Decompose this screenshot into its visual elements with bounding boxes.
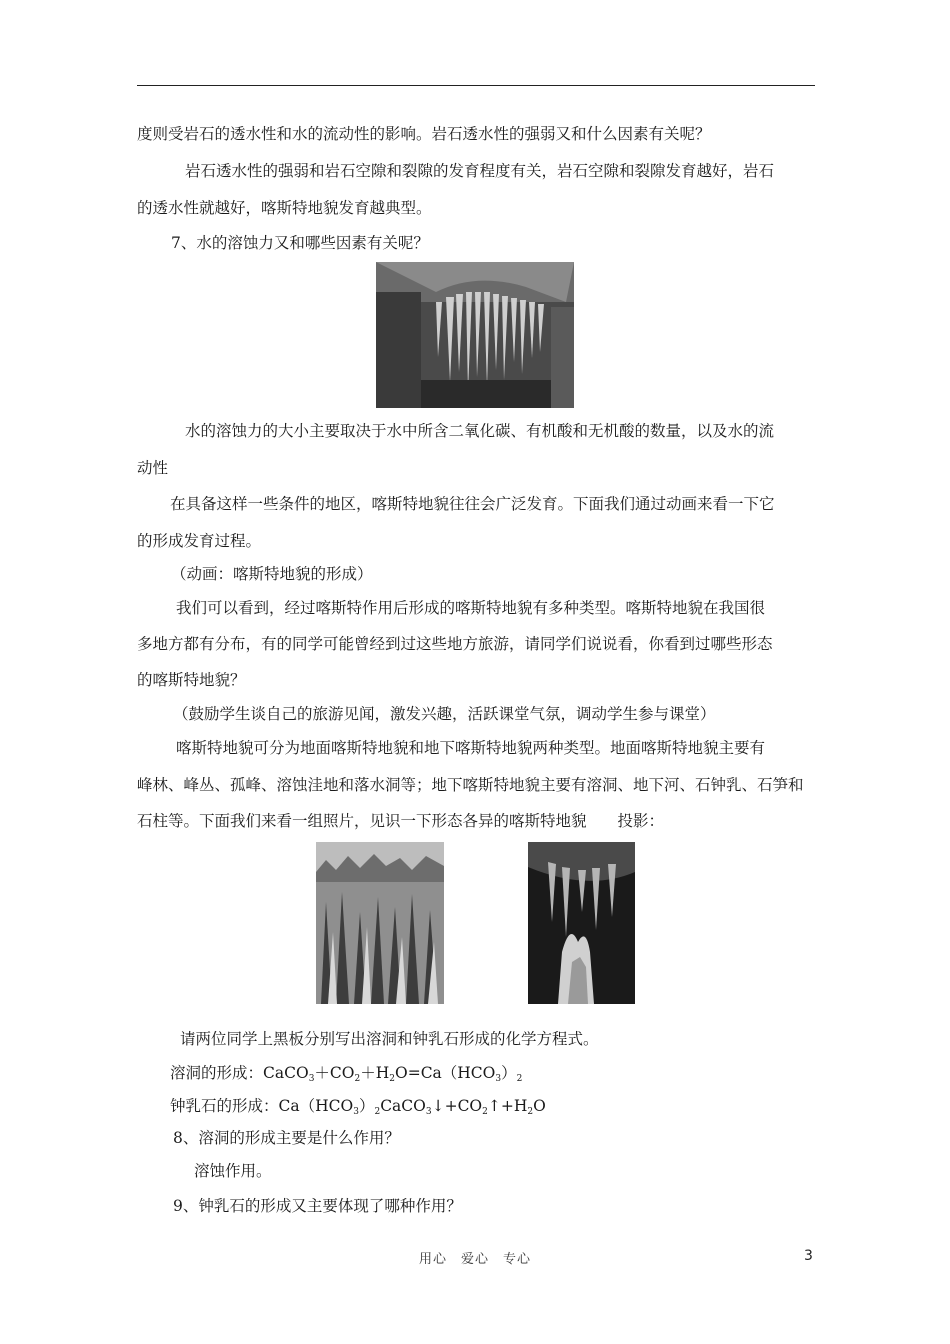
paragraph-line: 石柱等。下面我们来看一组照片，见识一下形态各异的喀斯特地貌 投影：	[137, 812, 665, 830]
stalactite-equation: 钟乳石的形成：$Ca(HCO_3)_2CaCO_3↓+CO_2↑+H_2O$	[170, 1097, 546, 1117]
paragraph-line: 的喀斯特地貌？	[137, 671, 246, 689]
stalagmite-pillar-photo	[528, 842, 635, 1004]
paragraph-line: 岩石透水性的强弱和岩石空隙和裂隙的发育程度有关，岩石空隙和裂隙发育越好，岩石	[185, 162, 775, 180]
question-9: 9、钟乳石的形成又主要体现了哪种作用？	[173, 1197, 462, 1215]
answer-8: 溶蚀作用。	[194, 1162, 272, 1180]
paragraph-line: 在具备这样一些条件的地区，喀斯特地貌往往会广泛发育。下面我们通过动画来看一下它	[170, 495, 775, 513]
stone-forest-photo	[316, 842, 444, 1004]
cave-equation: 溶洞的形成：$CaCO_3+CO_2+H_2O=Ca(HCO_3)_2$	[170, 1064, 523, 1084]
paragraph-line: 动性	[137, 459, 169, 477]
paragraph-line: 我们可以看到，经过喀斯特作用后形成的喀斯特地貌有多种类型。喀斯特地貌在我国很	[176, 599, 766, 617]
paragraph-line: 请两位同学上黑板分别写出溶洞和钟乳石形成的化学方程式。	[180, 1030, 599, 1048]
paragraph-line: 的透水性就越好，喀斯特地貌发育越典型。	[137, 199, 432, 217]
paragraph-line: 喀斯特地貌可分为地面喀斯特地貌和地下喀斯特地貌两种类型。地面喀斯特地貌主要有	[176, 739, 766, 757]
paragraph-line: 多地方都有分布，有的同学可能曾经到过这些地方旅游，请同学们说说看，你看到过哪些形态	[137, 635, 773, 653]
page-number: 3	[804, 1248, 813, 1264]
teaching-note: （鼓励学生谈自己的旅游见闻，激发兴趣，活跃课堂气氛，调动学生参与课堂）	[173, 705, 716, 723]
page-footer: 用心 爱心 专心	[418, 1252, 531, 1267]
paragraph-line: 水的溶蚀力的大小主要取决于水中所含二氧化碳、有机酸和无机酸的数量，以及水的流	[185, 422, 775, 440]
stalactite-cave-photo	[376, 262, 574, 408]
animation-note: （动画：喀斯特地貌的形成）	[171, 565, 373, 583]
question-8: 8、溶洞的形成主要是什么作用？	[173, 1129, 400, 1147]
question-7: 7、水的溶蚀力又和哪些因素有关呢？	[171, 234, 429, 252]
paragraph-line: 度则受岩石的透水性和水的流动性的影响。岩石透水性的强弱又和什么因素有关呢？	[137, 125, 711, 143]
paragraph-line: 的形成发育过程。	[137, 532, 262, 550]
header-rule	[137, 85, 815, 86]
paragraph-line: 峰林、峰丛、孤峰、溶蚀洼地和落水洞等；地下喀斯特地貌主要有溶洞、地下河、石钟乳、石笋和	[137, 776, 804, 794]
